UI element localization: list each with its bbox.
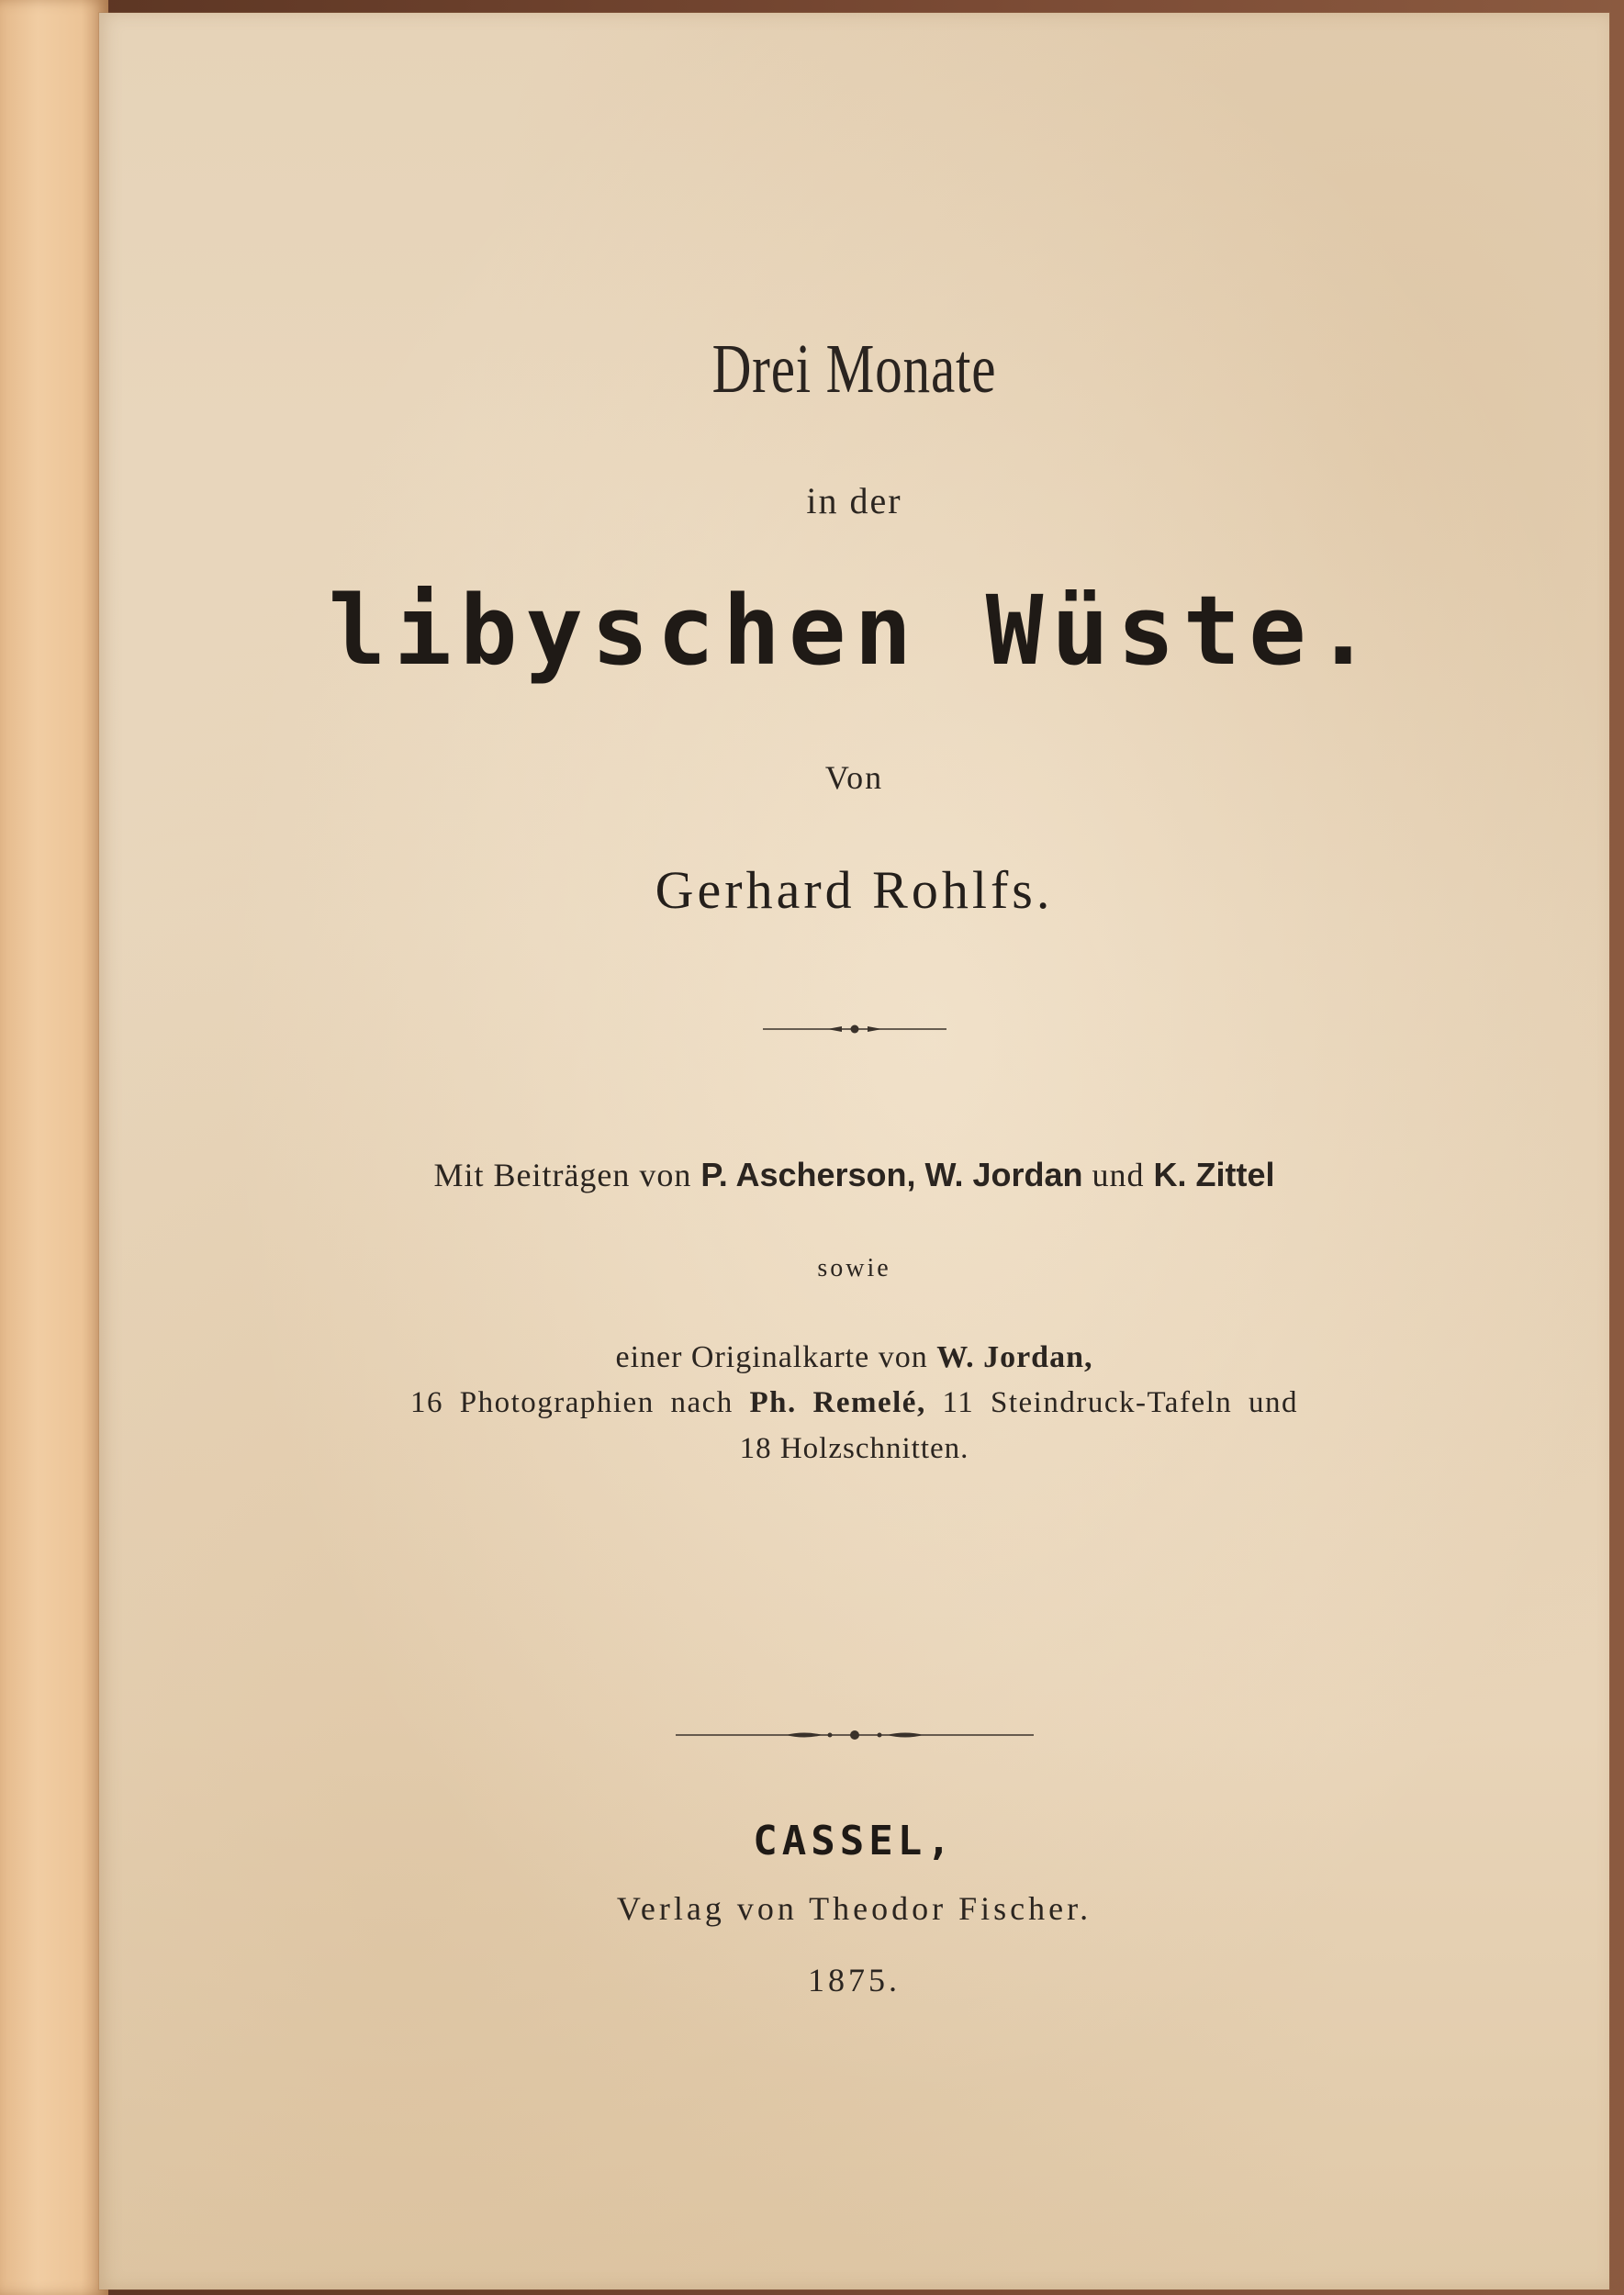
description-line-2-suffix: 11 Steindruck-Tafeln und <box>942 1386 1299 1419</box>
description-line-2 <box>99 1386 1609 1420</box>
title-page <box>99 13 1609 2289</box>
contributors-conjunction: und <box>1092 1157 1145 1193</box>
description-line-1 <box>99 1340 1609 1375</box>
contributor-ascherson: P. Ascherson, <box>700 1156 916 1193</box>
description-line-1-prefix: einer Originalkarte von <box>615 1340 928 1374</box>
title-line-3: libyschen Wüste. <box>328 575 1381 687</box>
imprint-publisher: Verlag von Theodor Fischer. <box>616 1890 1092 1927</box>
description-line-1-name: W. Jordan, <box>936 1340 1093 1374</box>
by-line: Von <box>824 759 884 796</box>
description-line-2-name: Ph. Remelé, <box>749 1386 926 1419</box>
ornament-divider-small <box>99 1023 1609 1036</box>
imprint-city: CASSEL, <box>753 1818 956 1864</box>
description-line-2-prefix: 16 Photographien nach <box>409 1386 734 1419</box>
contributors-prefix: Mit Beiträgen von <box>433 1157 692 1193</box>
title-line-2: in der <box>806 480 902 521</box>
title-line-1: Drei Monate <box>711 330 997 408</box>
imprint-year: 1875. <box>808 1962 901 1998</box>
contributor-jordan: W. Jordan <box>924 1156 1083 1193</box>
also-line: sowie <box>817 1254 891 1282</box>
description-line-3: 18 Holzschnitten. <box>739 1432 969 1465</box>
contributors-line <box>99 1156 1609 1194</box>
flyleaf <box>0 0 108 2295</box>
ornament-divider-large <box>99 1728 1609 1742</box>
author-name: Gerhard Rohlfs. <box>655 860 1054 920</box>
contributor-zittel: K. Zittel <box>1153 1156 1275 1193</box>
